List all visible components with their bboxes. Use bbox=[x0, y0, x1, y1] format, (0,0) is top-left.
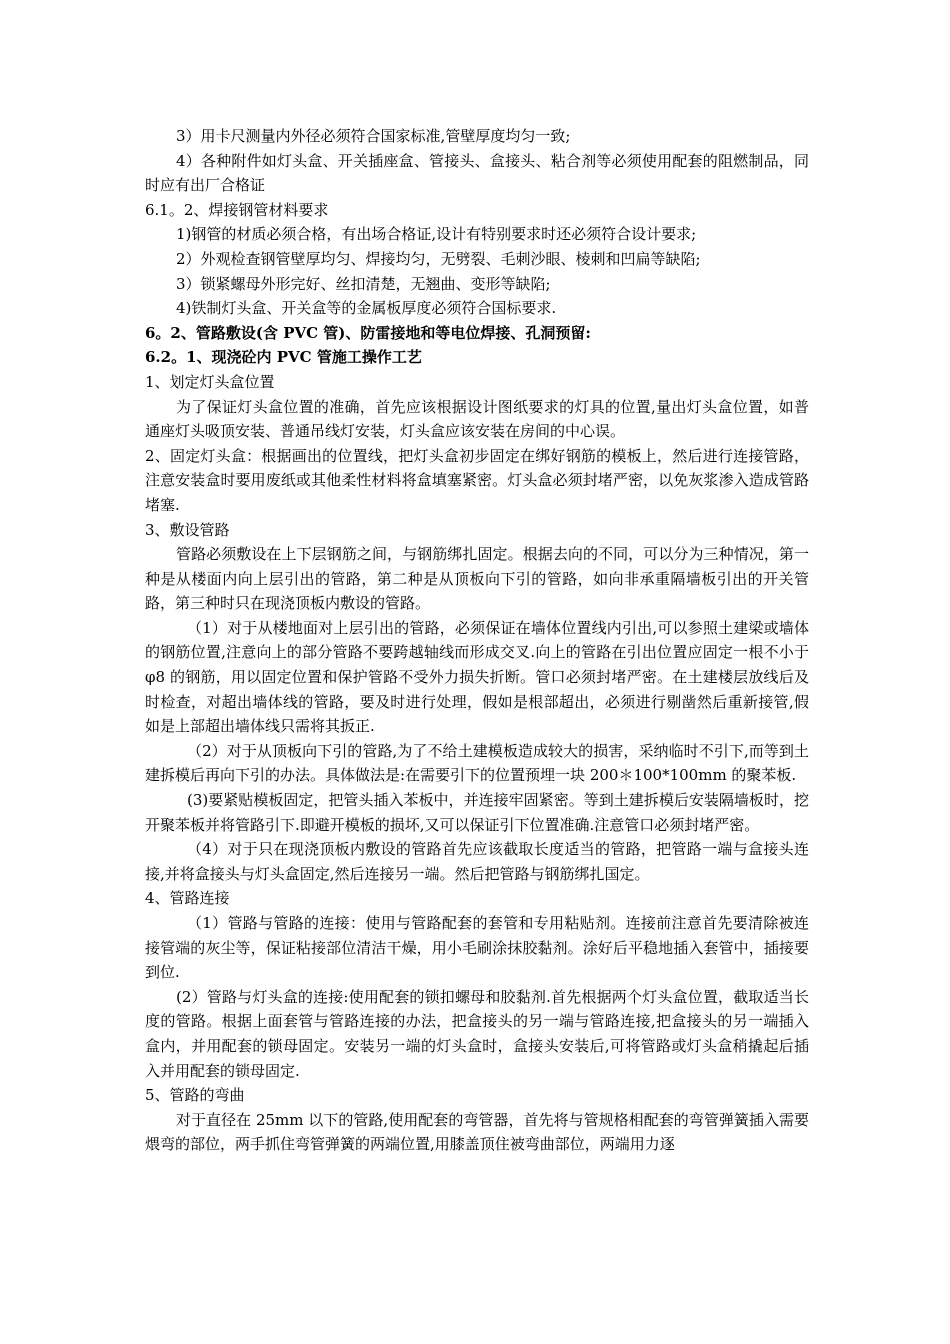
document-body bbox=[145, 124, 809, 1157]
paragraph-steel-3: 3）锁紧螺母外形完好、丝扣清楚，无翘曲、变形等缺陷; bbox=[176, 274, 551, 293]
section-heading-6-2-1: 6.2。1、现浇砼内 PVC 管施工操作工艺 bbox=[145, 348, 422, 367]
section-heading-6-2: 6。2、管路敷设(含 PVC 管)、防雷接地和等电位焊接、孔洞预留: bbox=[145, 323, 591, 342]
paragraph-step-3-1: （1）对于从楼地面对上层引出的管路，必须保证在墙体位置线内引出,可以参照土建梁或墙体的钢筋位置,注意向上的部分管路不要跨越轴线而形成交叉.向上的管路在引出位置应固定一根不小于 φ8 的钢筋，用以固定位置和保护管路不受外力损失折断。管口必须封堵严密。在土建楼层放线后及时检查，对超出墙体线的管路，要及时进行处理，假如是根部超出，必须进行剔凿然后重新接管,假如是上部超出墙体线只需将其扳正. bbox=[145, 618, 809, 736]
paragraph-item-4: 4）各种附件如灯头盒、开关插座盒、管接头、盒接头、粘合剂等必须使用配套的阻燃制品，同时应有出厂合格证 bbox=[145, 151, 809, 195]
paragraph-step-3-2: （2）对于从顶板向下引的管路,为了不给土建模板造成较大的损害，采纳临时不引下,而等到土建拆模后再向下引的办法。具体做法是:在需要引下的位置预埋一块 200＊100*100mm 的聚苯板. bbox=[145, 741, 809, 785]
paragraph-step-2: 2、固定灯头盒：根据画出的位置线，把灯头盒初步固定在绑好钢筋的模板上，然后进行连接管路，注意安装盒时要用废纸或其他柔性材料将盒填塞紧密。灯头盒必须封堵严密，以免灰浆渗入造成管路堵塞. bbox=[145, 446, 809, 514]
paragraph-step-4-2: (2）管路与灯头盒的连接:使用配套的锁扣螺母和胶黏剂.首先根据两个灯头盒位置，截取适当长度的管路。根据上面套管与管路连接的办法，把盒接头的另一端与管路连接,把盒接头的另一端插入盒内，并用配套的锁母固定。安装另一端的灯头盒时，盒接头安装后,可将管路或灯头盒稍撬起后插入并用配套的锁母固定. bbox=[145, 987, 809, 1080]
step-heading-1: 1、划定灯头盒位置 bbox=[145, 372, 275, 391]
paragraph-step-5: 对于直径在 25mm 以下的管路,使用配套的弯管器，首先将与管规格相配套的弯管弹簧插入需要煨弯的部位，两手抓住弯管弹簧的两端位置,用膝盖顶住被弯曲部位，两端用力逐 bbox=[145, 1110, 809, 1154]
paragraph-steel-4: 4)铁制灯头盒、开关盒等的金属板厚度必须符合国标要求. bbox=[176, 299, 557, 318]
step-heading-3: 3、敷设管路 bbox=[145, 520, 230, 539]
paragraph-steel-2: 2）外观检查钢管壁厚均匀、焊接均匀，无劈裂、毛刺沙眼、棱刺和凹扁等缺陷; bbox=[176, 249, 701, 268]
paragraph-steel-1: 1)钢管的材质必须合格，有出场合格证,设计有特别要求时还必须符合设计要求; bbox=[176, 225, 697, 244]
step-heading-5: 5、管路的弯曲 bbox=[145, 1086, 245, 1105]
paragraph-step-3-4: （4）对于只在现浇顶板内敷设的管路首先应该截取长度适当的管路，把管路一端与盒接头连接,并将盒接头与灯头盒固定,然后连接另一端。然后把管路与钢筋绑扎国定。 bbox=[145, 840, 809, 883]
paragraph-item-3: 3）用卡尺测量内外径必须符合国家标准,管壁厚度均匀一致; bbox=[176, 127, 571, 145]
paragraph-step-4-1: （1）管路与管路的连接：使用与管路配套的套管和专用粘贴剂。连接前注意首先要清除被连接管端的灰尘等，保证粘接部位清洁干燥，用小毛刷涂抹胶黏剂。涂好后平稳地插入套管中，插接要到位. bbox=[145, 914, 809, 982]
step-heading-4: 4、管路连接 bbox=[145, 889, 230, 908]
paragraph-step-3: 管路必须敷设在上下层钢筋之间，与钢筋绑扎固定。根据去向的不同，可以分为三种情况，第一种是从楼面内向上层引出的管路，第二种是从顶板向下引的管路，如向非承重隔墙板引出的开关管路，第三种时只在现浇顶板内敷设的管路。 bbox=[145, 545, 809, 613]
paragraph-step-3-3: (3)要紧贴模板固定，把管头插入苯板中，并连接牢固紧密。等到土建拆模后安装隔墙板时，挖开聚苯板并将管路引下.即避开模板的损坏,又可以保证引下位置准确.注意管口必须封堵严密。 bbox=[145, 791, 809, 834]
section-heading-6-1-2: 6.1。2、焊接钢管材料要求 bbox=[145, 200, 329, 219]
paragraph-step-1: 为了保证灯头盒位置的准确，首先应该根据设计图纸要求的灯具的位置,量出灯头盒位置，如普通座灯头吸顶安装、普通吊线灯安装，灯头盒应该安装在房间的中心误。 bbox=[145, 397, 809, 441]
